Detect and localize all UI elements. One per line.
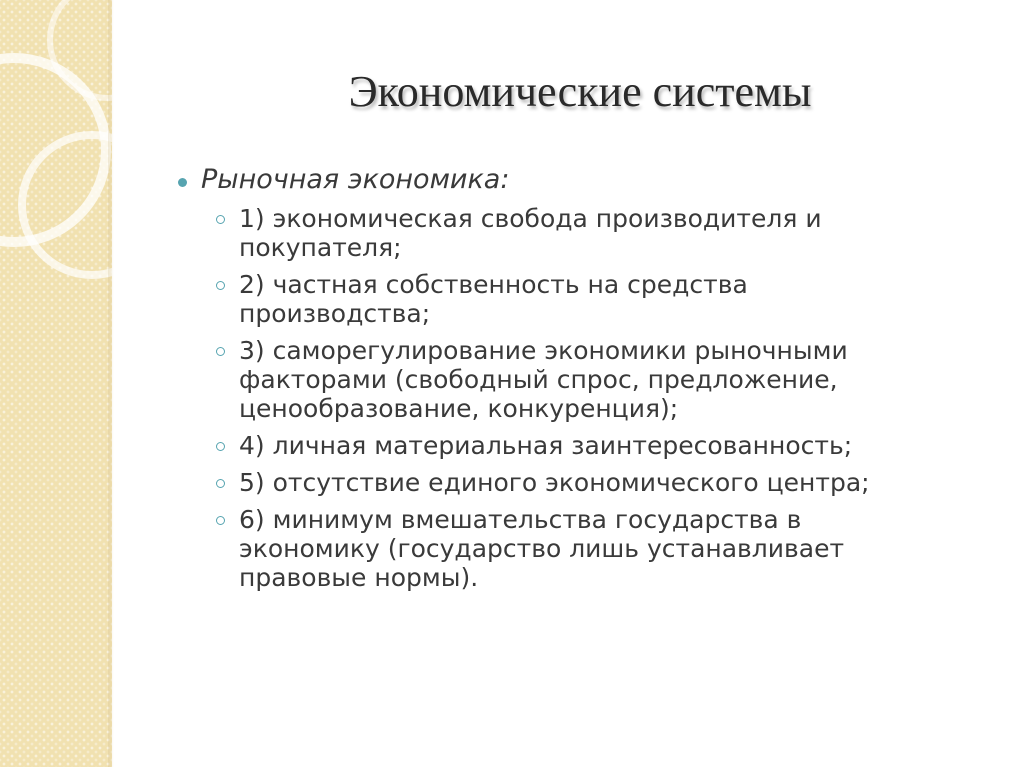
list-item-text: 6) минимум вмешательства государства в экономику (государство лишь устанавливает правовые нормы). <box>239 505 845 592</box>
list-item <box>216 505 958 592</box>
list-item-text: 1) экономическая свобода производителя и покупателя; <box>239 204 822 262</box>
list-item-text: 5) отсутствие единого экономического центра; <box>239 468 870 497</box>
list-item-text: 3) саморегулирование экономики рыночными факторами (свободный спрос, предложение, ценообразование, конкуренция); <box>239 336 848 423</box>
hollow-circle-bullet-icon <box>216 479 225 488</box>
hollow-circle-bullet-icon <box>216 281 225 290</box>
list-item <box>216 204 958 262</box>
sub-bullet-list <box>178 204 958 592</box>
list-item <box>216 270 958 328</box>
hollow-circle-bullet-icon <box>216 516 225 525</box>
list-item <box>216 468 958 497</box>
slide-content <box>178 162 958 600</box>
filled-dot-bullet-icon <box>178 178 187 187</box>
list-item <box>216 431 958 460</box>
hollow-circle-bullet-icon <box>216 347 225 356</box>
list-item-text: 4) личная материальная заинтересованность; <box>239 431 853 460</box>
hollow-circle-bullet-icon <box>216 442 225 451</box>
hollow-circle-bullet-icon <box>216 215 225 224</box>
bullet-heading <box>178 162 958 198</box>
list-item-text: 2) частная собственность на средства производства; <box>239 270 748 328</box>
heading-text: Рыночная экономика: <box>201 164 510 195</box>
list-item <box>216 336 958 423</box>
side-band-edge <box>108 0 114 767</box>
slide-title: Экономические системы <box>348 67 812 116</box>
